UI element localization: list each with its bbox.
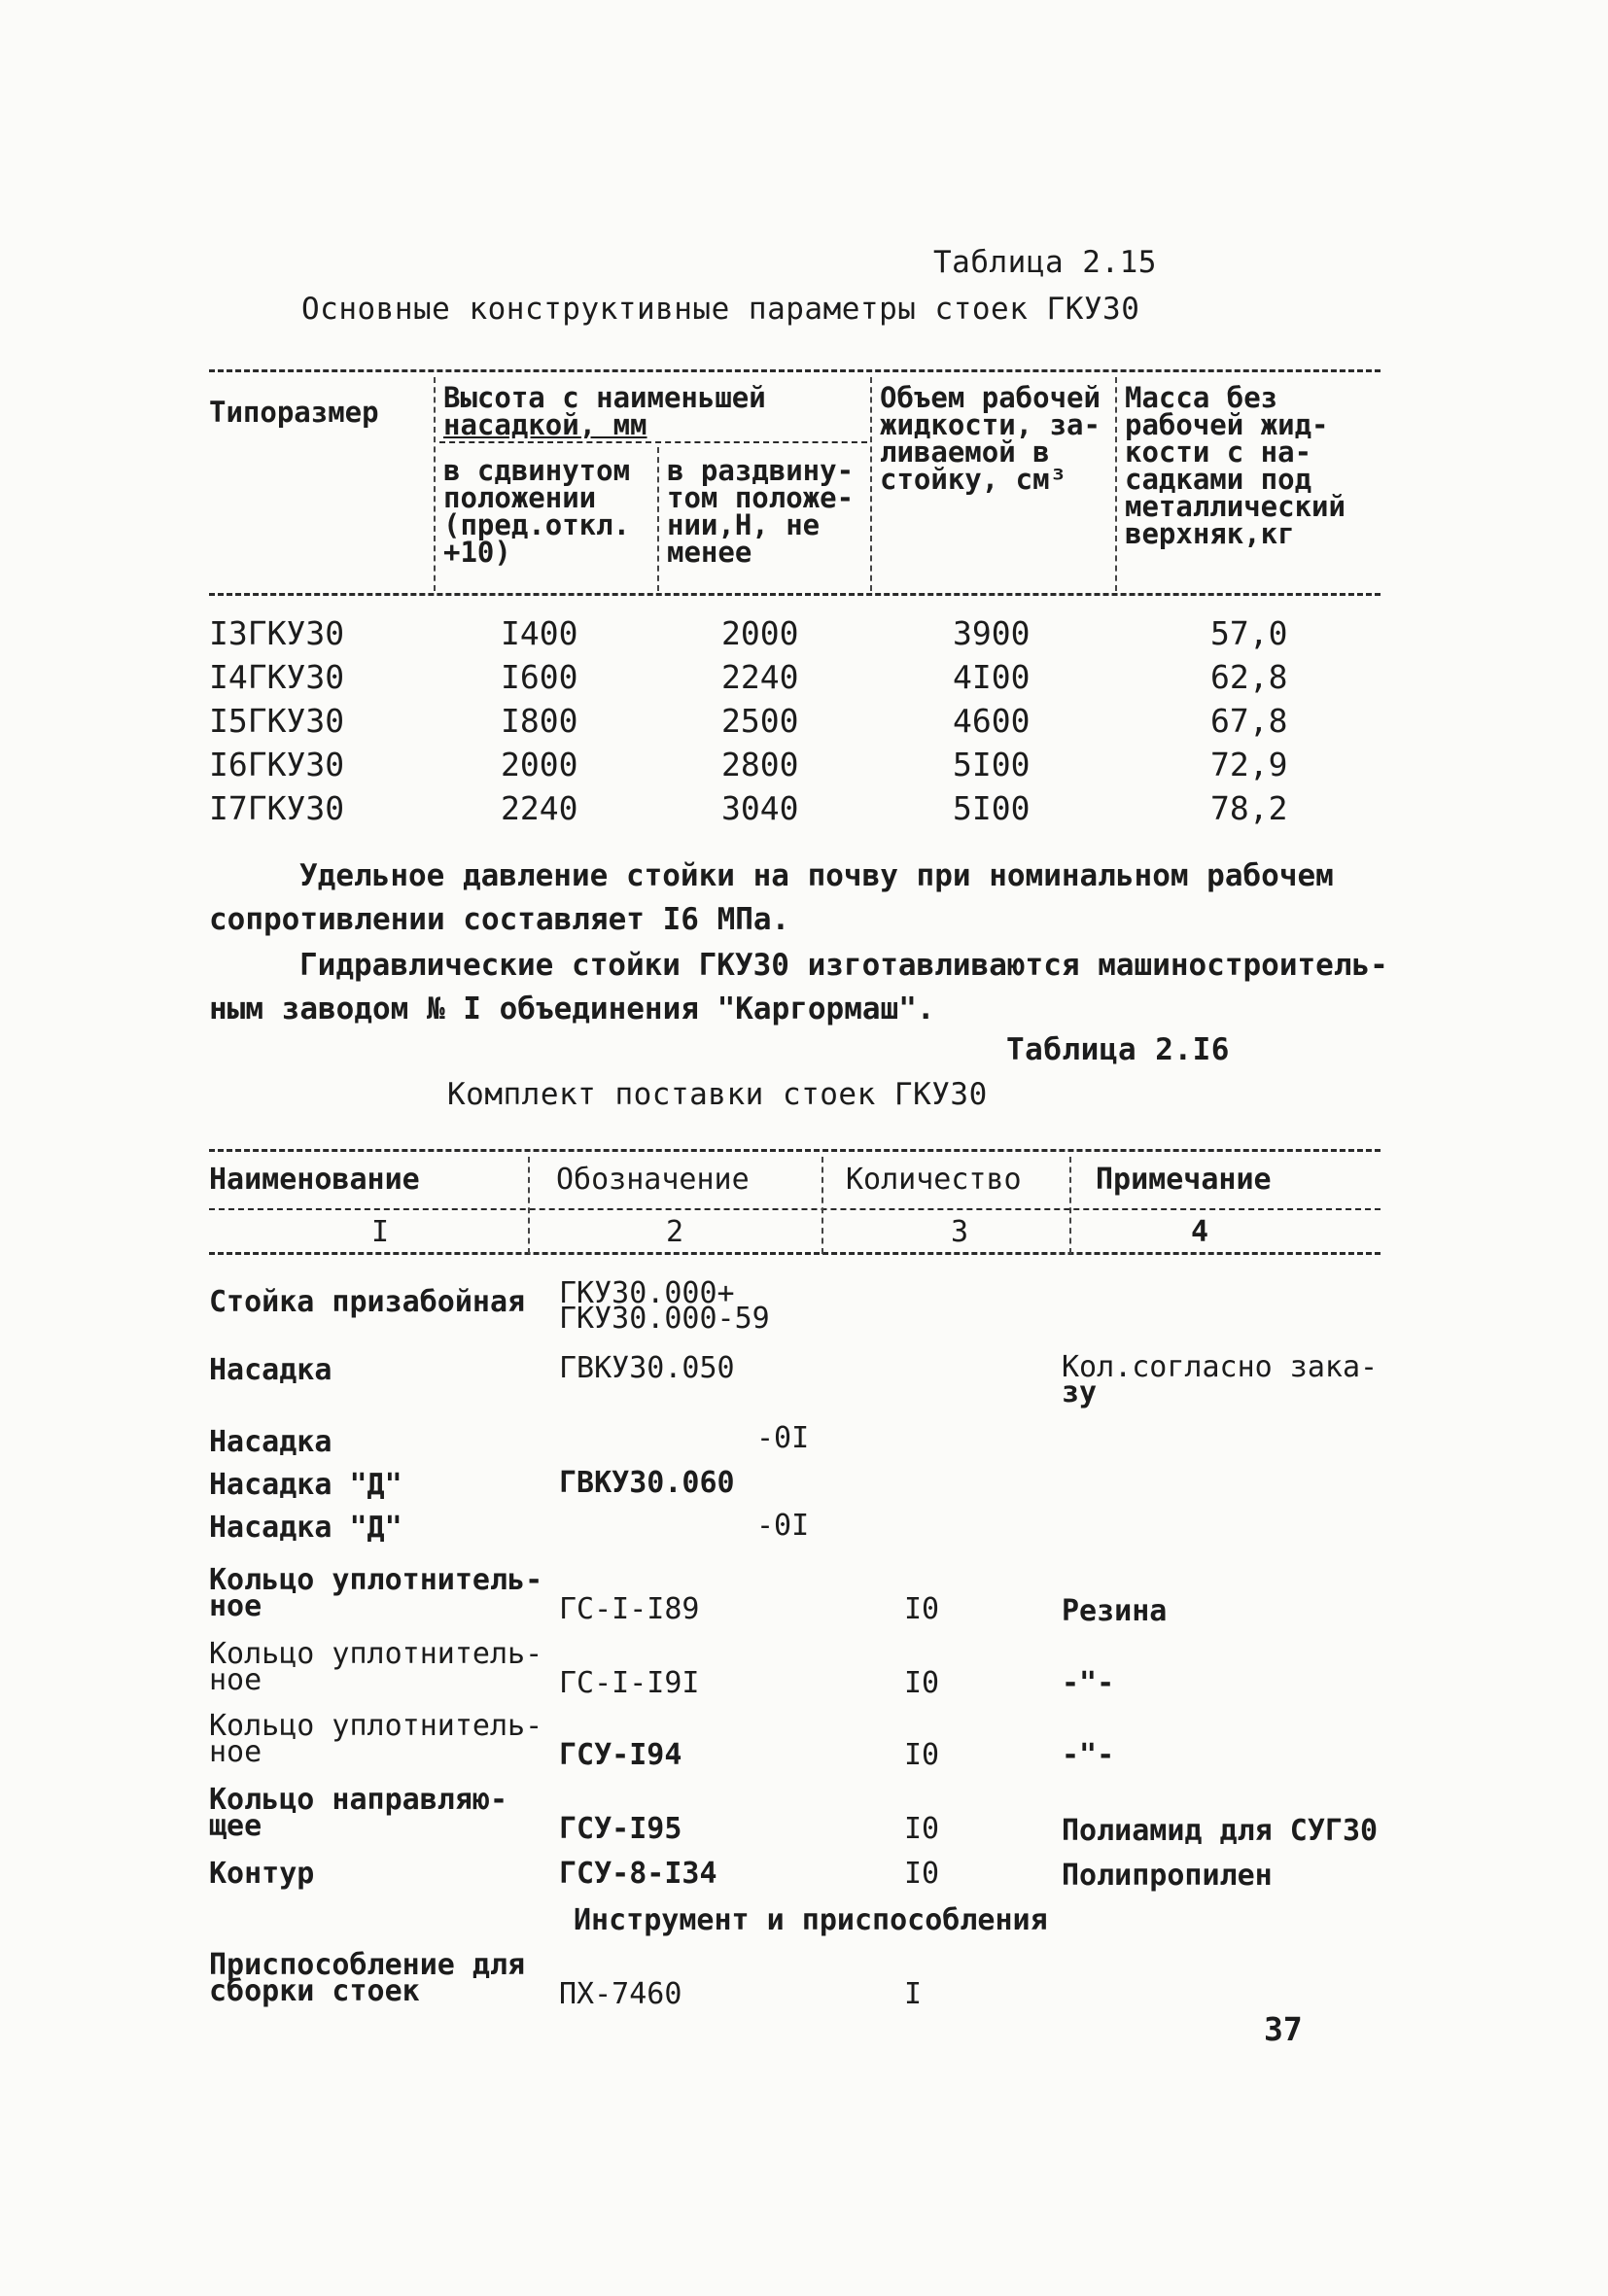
cell-code: -0I [756, 1509, 810, 1543]
cell-code: ГСУ-8-I34 [559, 1857, 717, 1891]
cell-extended: 3040 [721, 789, 799, 827]
table-2-16-col-divider [821, 1157, 823, 1254]
cell-collapsed: 2000 [501, 746, 578, 783]
header-extended: в раздвину- том положе- нии,Н, не менее [667, 454, 855, 569]
cell-mass: 78,2 [1210, 789, 1288, 827]
cell-extended: 2240 [721, 658, 799, 696]
cell-collapsed: 2240 [501, 789, 578, 827]
cell-collapsed: I800 [501, 702, 578, 740]
paragraph-2-line-1: Гидравлические стойки ГКУ30 изготавливаются машиностроитель- [299, 948, 1388, 983]
col-number-1: I [371, 1215, 390, 1249]
cell-name: Кольцо уплотнитель- ное [209, 1709, 543, 1769]
col-number-3: 3 [951, 1215, 969, 1249]
cell-qty: I [904, 1977, 923, 2011]
header-note: Примечание [1096, 1163, 1272, 1197]
cell-collapsed: I600 [501, 658, 578, 696]
cell-note: Кол.согласно зака- зу [1062, 1350, 1379, 1409]
cell-mass: 72,9 [1210, 746, 1288, 783]
table-2-15-subheader-rule [439, 441, 867, 443]
header-collapsed: в сдвинутом положении (пред.откл. +10) [443, 454, 631, 569]
table-2-16-col-divider [528, 1157, 530, 1254]
cell-note: Полиамид для СУГ30 [1062, 1814, 1379, 1848]
table-2-15-col-divider [434, 377, 436, 591]
header-qty: Количество [846, 1163, 1022, 1197]
header-code: Обозначение [556, 1163, 750, 1197]
table-2-16-number: Таблица 2.I6 [1006, 1032, 1230, 1067]
cell-name: Приспособление для сборки стоек [209, 1948, 526, 2008]
cell-qty: I0 [904, 1812, 940, 1846]
cell-volume: 3900 [953, 614, 1031, 652]
table-2-15-number: Таблица 2.15 [933, 245, 1157, 280]
cell-note: -"- [1062, 1666, 1115, 1700]
col-number-2: 2 [666, 1215, 684, 1249]
cell-code: ГС-I-I89 [559, 1592, 700, 1626]
table-2-16-title: Комплект поставки стоек ГКУ30 [447, 1077, 988, 1112]
cell-name: Кольцо уплотнитель- ное [209, 1637, 543, 1697]
header-height-group: Высота с наименьшей насадкой, мм [443, 381, 766, 441]
table-2-15-subcol-divider [657, 447, 659, 591]
table-2-16-top-rule [209, 1149, 1381, 1152]
paragraph-1-line-1: Удельное давление стойки на почву при номинальном рабочем [299, 858, 1334, 893]
cell-extended: 2500 [721, 702, 799, 740]
cell-qty: I0 [904, 1857, 940, 1891]
header-mass: Масса без рабочей жид- кости с на- садками под металлический верхняк,кг [1125, 381, 1346, 550]
cell-qty: I0 [904, 1738, 940, 1772]
paragraph-2-line-2: ным заводом № I объединения "Каргормаш". [209, 991, 935, 1026]
cell-type: I6ГКУ30 [209, 746, 345, 783]
cell-type: I7ГКУ30 [209, 789, 345, 827]
header-name: Наименование [209, 1163, 420, 1197]
cell-name: Насадка [209, 1425, 332, 1459]
cell-code: -0I [756, 1421, 810, 1455]
cell-code: ГСУ-I94 [559, 1738, 682, 1772]
table-2-15-col-divider [1115, 377, 1117, 591]
cell-volume: 4I00 [953, 658, 1031, 696]
cell-type: I3ГКУ30 [209, 614, 345, 652]
table-2-15-header-rule [209, 593, 1381, 596]
cell-note: -"- [1062, 1738, 1115, 1772]
cell-name: Кольцо направляю- щее [209, 1783, 508, 1843]
cell-name: Насадка "Д" [209, 1511, 402, 1545]
cell-code: ГКУ30.000+ ГКУ30.000-59 [559, 1276, 770, 1336]
cell-qty: I0 [904, 1666, 940, 1700]
cell-code: ГС-I-I9I [559, 1666, 700, 1700]
cell-volume: 5I00 [953, 746, 1031, 783]
table-2-15-top-rule [209, 369, 1381, 372]
header-typesize: Типоразмер [209, 396, 379, 429]
cell-code: ГСУ-I95 [559, 1812, 682, 1846]
cell-collapsed: I400 [501, 614, 578, 652]
page-number: 37 [1264, 2010, 1303, 2048]
cell-mass: 57,0 [1210, 614, 1288, 652]
cell-name: Насадка "Д" [209, 1468, 402, 1502]
cell-name: Кольцо уплотнитель- ное [209, 1563, 543, 1623]
cell-type: I4ГКУ30 [209, 658, 345, 696]
cell-code: ПХ-7460 [559, 1977, 682, 2011]
header-volume: Объем рабочей жидкости, за- ливаемой в стойку, см³ [880, 381, 1101, 496]
table-2-16-header-rule [209, 1208, 1381, 1210]
cell-name: Стойка призабойная [209, 1285, 526, 1319]
table-2-15-col-divider [870, 377, 872, 591]
cell-qty: I0 [904, 1592, 940, 1626]
cell-type: I5ГКУ30 [209, 702, 345, 740]
paragraph-1-line-2: сопротивлении составляет I6 МПа. [209, 902, 790, 937]
cell-note: Резина [1062, 1594, 1168, 1628]
table-2-16-col-divider [1069, 1157, 1071, 1254]
cell-extended: 2800 [721, 746, 799, 783]
section-title-tools: Инструмент и приспособления [574, 1903, 1048, 1937]
cell-mass: 67,8 [1210, 702, 1288, 740]
table-2-15-title: Основные конструктивные параметры стоек ГКУ30 [301, 292, 1140, 327]
cell-code: ГВКУ30.050 [559, 1351, 735, 1385]
cell-code: ГВКУ30.060 [559, 1466, 735, 1500]
col-number-4: 4 [1191, 1215, 1209, 1249]
cell-volume: 4600 [953, 702, 1031, 740]
table-2-16-number-rule [209, 1252, 1381, 1255]
cell-name: Насадка [209, 1353, 332, 1387]
cell-extended: 2000 [721, 614, 799, 652]
cell-note: Полипропилен [1062, 1859, 1273, 1893]
cell-mass: 62,8 [1210, 658, 1288, 696]
cell-volume: 5I00 [953, 789, 1031, 827]
cell-name: Контур [209, 1857, 315, 1891]
